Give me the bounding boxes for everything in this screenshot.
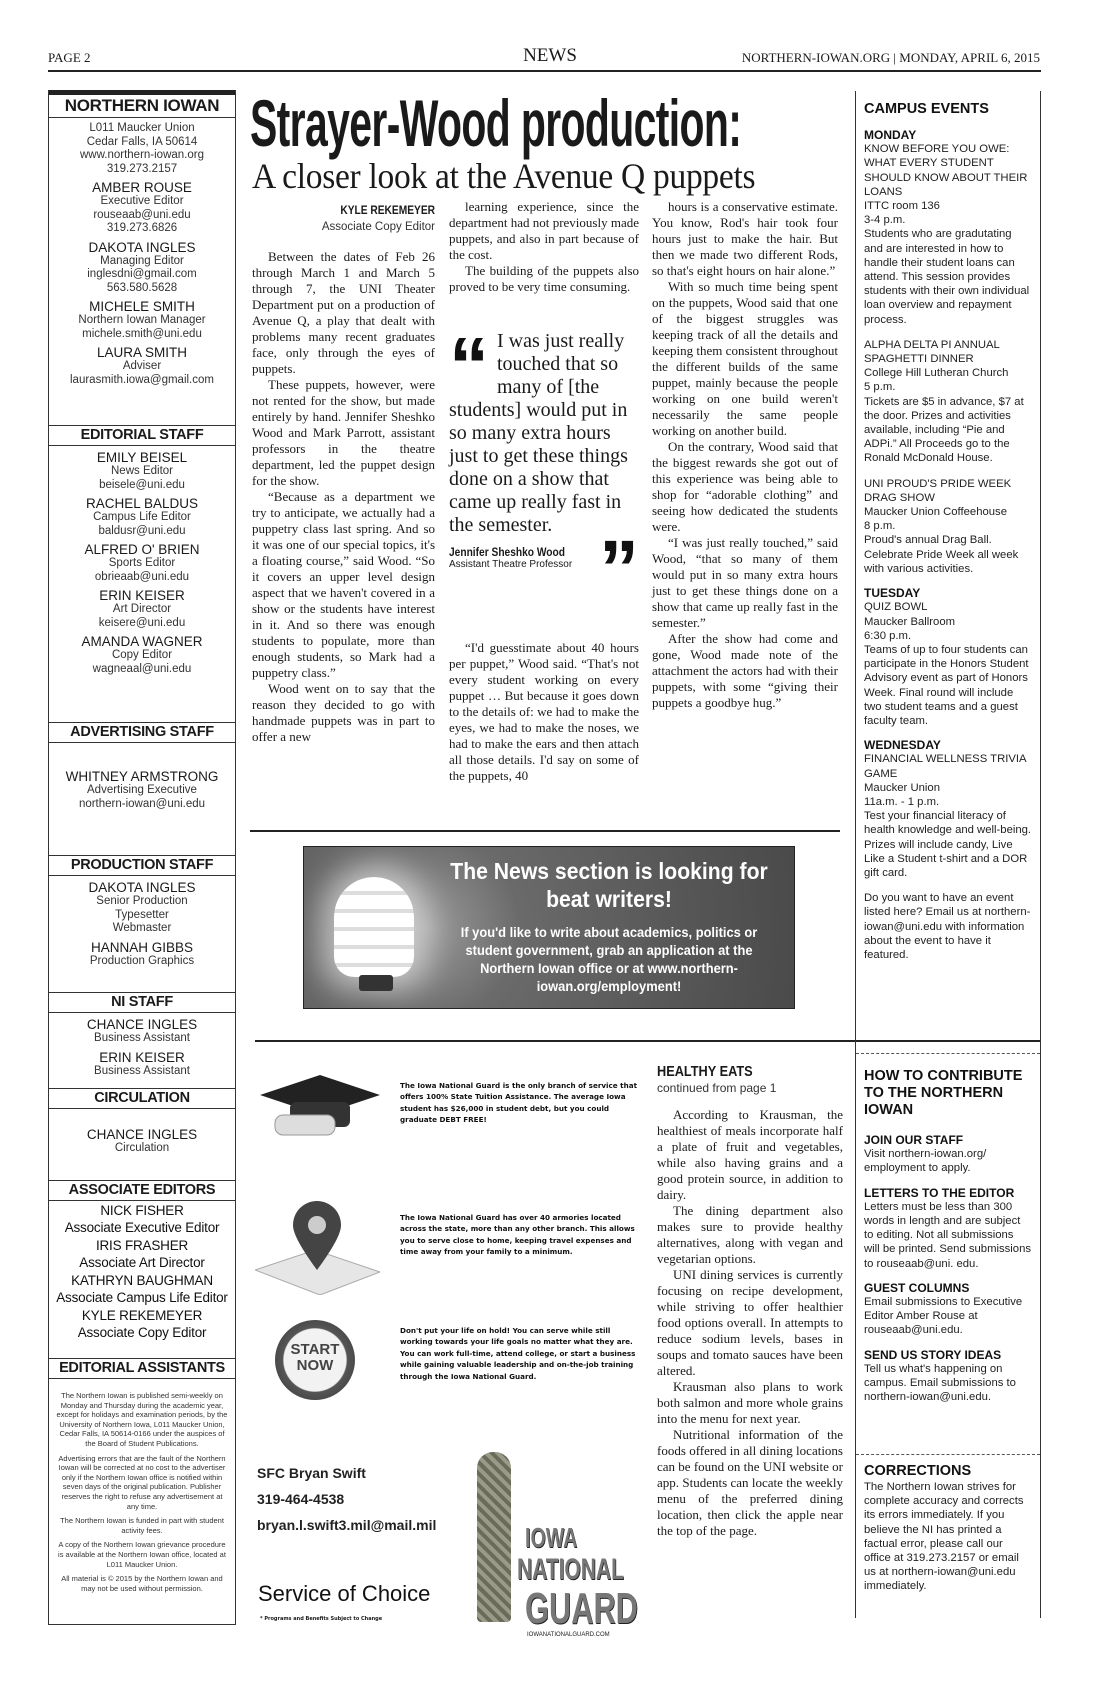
staff-entry bbox=[49, 940, 235, 969]
section-heading: CIRCULATION bbox=[49, 1088, 235, 1109]
staff-detail: rouseaab@uni.edu bbox=[93, 208, 191, 221]
article-column-1 bbox=[252, 202, 435, 745]
contribute-list bbox=[864, 1133, 1032, 1404]
banner-title: The News section is looking for beat writers! bbox=[450, 858, 768, 912]
circulation-section bbox=[49, 1088, 235, 1156]
ad-blurb-armories: The Iowa National Guard has over 40 armories located across the state, more than any other branch. This allows you to serve close to home, keeping travel expenses and time away from your family to a minimum. bbox=[400, 1213, 635, 1257]
staff-name: NICK FISHER bbox=[100, 1203, 184, 1218]
paragraph-list bbox=[449, 640, 639, 784]
article-column-2-bottom bbox=[449, 640, 639, 784]
article-column-3 bbox=[652, 199, 838, 711]
staff-detail: Sports Editor bbox=[108, 557, 176, 569]
staff-name: RACHEL BALDUS bbox=[85, 496, 199, 511]
fine-print-paragraph: The Northern Iowan is published semi-weekly on Monday and Thursday during the academic year, except for holidays and examination periods, by the University of Northern Iowa, L011 Maucker Union, Cedar Falls, IA 50614-0166 under the auspices of the Board of Student Publications. bbox=[56, 1391, 228, 1448]
contribute-heading: JOIN OUR STAFF bbox=[864, 1133, 964, 1147]
editorial-assistants-section bbox=[49, 1358, 235, 1593]
pull-quote-text: I was just really touched that so many of [the students] would put in so many extra hours just to get these things done on a show that came up really fast in the semester. bbox=[449, 330, 628, 536]
start-now-button[interactable]: START NOW bbox=[275, 1320, 355, 1400]
staff-name: AMBER ROUSE bbox=[92, 180, 192, 195]
fine-print-paragraph: The Northern Iowan is funded in part with student activity fees. bbox=[60, 1516, 224, 1535]
ad-slogan: Service of Choice bbox=[258, 1581, 431, 1606]
staff-detail: L011 Maucker Union bbox=[89, 122, 195, 134]
section-heading: ADVERTISING STAFF bbox=[49, 722, 235, 743]
event-line: ALPHA DELTA PI ANNUAL SPAGHETTI DINNER bbox=[864, 338, 1000, 366]
staff-name: ALFRED O' BRIEN bbox=[84, 542, 200, 557]
event-line: Maucker Ballroom bbox=[864, 615, 956, 628]
event-line: 5 p.m. bbox=[864, 381, 896, 394]
staff-detail: Circulation bbox=[114, 1142, 170, 1154]
staff-list bbox=[49, 880, 235, 968]
continued-label: continued from page 1 bbox=[657, 1081, 777, 1095]
staff-entry bbox=[49, 180, 235, 236]
author-role: Associate Copy Editor bbox=[321, 221, 435, 233]
staff-name: KYLE REKEMEYER bbox=[81, 1308, 203, 1323]
staff-detail: Associate Copy Editor bbox=[77, 1324, 207, 1340]
section-heading: EDITORIAL ASSISTANTS bbox=[49, 1358, 235, 1379]
staff-entry bbox=[49, 1203, 235, 1236]
staff-detail: baldusr@uni.edu bbox=[98, 524, 186, 537]
fine-print-paragraph: A copy of the Northern Iowan grievance procedure is available at the Northern Iowan office, located at L011 Maucker Union. bbox=[58, 1540, 226, 1569]
staff-entry bbox=[49, 1308, 235, 1341]
staff-detail: Campus Life Editor bbox=[93, 511, 191, 523]
staff-detail: Adviser bbox=[122, 360, 162, 372]
staff-detail: wagneaal@uni.edu bbox=[92, 662, 192, 675]
recruiter-name: SFC Bryan Swift bbox=[257, 1465, 366, 1481]
staff-detail: laurasmith.iowa@gmail.com bbox=[70, 373, 214, 386]
paragraph: On the contrary, Wood said that the biggest rewards she got out of this experience was being able to shop for “adorable clothing” and seeing how dedicated the students were. bbox=[652, 439, 838, 534]
staff-detail: northern-iowan@uni.edu bbox=[78, 797, 206, 810]
contribute-heading: LETTERS TO THE EDITOR bbox=[864, 1185, 1015, 1200]
staff-name: DAKOTA INGLES bbox=[88, 239, 196, 255]
staff-detail: keisere@uni.edu bbox=[98, 616, 186, 629]
section-heading: ASSOCIATE EDITORS bbox=[49, 1180, 235, 1201]
masthead-title: NORTHERN IOWAN bbox=[49, 90, 235, 118]
page-number: PAGE 2 bbox=[48, 50, 91, 65]
staff-detail: Advertising Executive bbox=[87, 784, 197, 796]
campus-events-title: CAMPUS EVENTS bbox=[864, 101, 989, 117]
soldier-image bbox=[477, 1452, 511, 1622]
staff-detail: Associate Executive Editor bbox=[64, 1219, 220, 1235]
staff-list bbox=[49, 1127, 235, 1156]
event-line: Maucker Union Coffeehouse bbox=[864, 506, 1007, 519]
staff-detail: inglesdni@gmail.com bbox=[87, 268, 197, 280]
healthy-eats-title: HEALTHY EATS bbox=[657, 1063, 753, 1080]
event-item bbox=[864, 338, 1032, 466]
contribute-heading: SEND US STORY IDEAS bbox=[864, 1347, 1002, 1362]
logo-guard: GUARD bbox=[525, 1584, 638, 1633]
lightbulb-icon bbox=[334, 877, 414, 977]
healthy-eats-article bbox=[657, 1063, 843, 1539]
staff-entry bbox=[49, 769, 235, 811]
staff-name: MICHELE SMITH bbox=[89, 299, 195, 314]
ad-blurb-tuition: The Iowa National Guard is the only branch of service that offers 100% State Tuition Assistance. The average Iowa student has $26,000 in student debt, but you could graduate DEBT FREE! bbox=[400, 1081, 638, 1125]
article-column-2-top bbox=[449, 199, 639, 295]
staff-detail: 563.580.5628 bbox=[106, 281, 178, 294]
staff-detail: Managing Editor bbox=[100, 254, 184, 267]
staff-entry bbox=[49, 345, 235, 387]
corrections-text: The Northern Iowan strives for complete accuracy and corrects its errors immediately. If you believe the NI has printed a factual error, please call our office at 319.273.2157 or email us at northern-iowan@uni.edu immediately. bbox=[864, 1481, 1024, 1593]
section-heading: PRODUCTION STAFF bbox=[49, 855, 235, 876]
contribute-title: HOW TO CONTRIBUTE TO THE NORTHERN IOWAN bbox=[864, 1068, 1023, 1118]
events-footer: Do you want to have an event listed here? Email us at northern-iowan@uni.edu with information about the event to have it featured. bbox=[864, 892, 1031, 961]
staff-detail: Northern Iowan Manager bbox=[78, 314, 206, 326]
staff-detail: 319.273.2157 bbox=[106, 162, 178, 175]
contribute-text: Visit northern-iowan.org/ employment to apply. bbox=[864, 1148, 987, 1175]
event-day: MONDAY bbox=[864, 128, 917, 142]
advertising-staff-section bbox=[49, 722, 235, 811]
staff-detail: Copy Editor bbox=[111, 649, 173, 661]
staff-entry bbox=[49, 588, 235, 630]
staff-list bbox=[49, 1203, 235, 1341]
staff-detail: beisele@uni.edu bbox=[99, 478, 185, 491]
campus-events bbox=[864, 91, 1032, 1053]
paragraph: “I was just really touched,” said Wood, “that so many of them would put in so many extra hours just to get these things done on a show that came up really fast in the semester.” bbox=[652, 535, 838, 630]
associate-editors-section bbox=[49, 1180, 235, 1341]
section-heading: NI STAFF bbox=[49, 992, 235, 1013]
contribute-text: Letters must be less than 300 words in length and are subject to editing. Not all submissions will be printed. Send submissions to rouseaab@uni. edu. bbox=[864, 1200, 1032, 1270]
staff-name: LAURA SMITH bbox=[96, 345, 188, 360]
event-line: Proud's annual Drag Ball. Celebrate Pride Week all week with various activities. bbox=[864, 534, 1019, 575]
staff-detail: Business Assistant bbox=[94, 1064, 190, 1077]
paragraph: These puppets, however, were not rented for the show, but made entirely by hand. Jennifer Sheshko Wood and Mark Parrott, assistant professors in the theatre department, led the puppet design for the show. bbox=[252, 377, 435, 488]
staff-entry bbox=[49, 1273, 235, 1306]
pull-quote-role: Assistant Theatre Professor bbox=[449, 559, 573, 570]
event-item bbox=[864, 142, 1032, 327]
paragraph: Wood went on to say that the reason they decided to go with handmade puppets was in part to offer a new bbox=[252, 681, 435, 744]
staff-detail: Cedar Falls, IA 50614 bbox=[86, 135, 198, 148]
staff-detail: Typesetter bbox=[115, 908, 169, 921]
staff-box bbox=[48, 90, 236, 1625]
paragraph: Krausman also plans to work both salmon and more whole grains into the menu for next year. bbox=[657, 1379, 843, 1426]
paragraph: “I'd guesstimate about 40 hours per puppet,” Wood said. “That's not every student working on every puppet … But because it goes down to the details of: we had to make the eyes, we had to make the noses, we had to make the ears and then attach all those details. I'd say on some of the puppets, 40 bbox=[449, 640, 639, 783]
sidebar bbox=[855, 91, 1041, 1618]
staff-detail: Business Assistant bbox=[94, 1032, 190, 1044]
event-line: 11a.m. - 1 p.m. bbox=[864, 795, 940, 808]
staff-name: HANNAH GIBBS bbox=[90, 939, 194, 955]
staff-name: WHITNEY ARMSTRONG bbox=[65, 769, 219, 784]
iowa-national-guard-ad[interactable] bbox=[255, 1050, 640, 1638]
fine-print-paragraph-list bbox=[49, 1391, 235, 1593]
headline: Strayer-Wood production: bbox=[250, 86, 742, 160]
paragraph: With so much time being spent on the puppets, Wood said that one of the biggest struggles was keeping track of all the details and keeping them consistent throughout the different builds of the same puppet, mainly because the people working on one build weren't necessarily the same people working on another build. bbox=[652, 279, 838, 438]
masthead-section bbox=[49, 90, 235, 387]
subhead: A closer look at the Avenue Q puppets bbox=[252, 156, 756, 196]
article-rule bbox=[250, 830, 840, 832]
staff-entry bbox=[49, 496, 235, 538]
staff-entry bbox=[49, 634, 235, 676]
staff-detail: Executive Editor bbox=[100, 195, 184, 207]
staff-name: KATHRYN BAUGHMAN bbox=[71, 1273, 213, 1288]
pull-quote bbox=[449, 321, 639, 613]
staff-detail: Associate Campus Life Editor bbox=[56, 1289, 228, 1305]
staff-name: DAKOTA INGLES bbox=[88, 880, 196, 895]
pull-quote-name: Jennifer Sheshko Wood bbox=[449, 545, 565, 559]
staff-entry bbox=[49, 122, 235, 176]
event-day: TUESDAY bbox=[864, 586, 921, 601]
staff-name: CHANCE INGLES bbox=[86, 1017, 198, 1032]
events-list bbox=[864, 128, 1032, 880]
staff-entry bbox=[49, 1127, 235, 1156]
staff-list bbox=[49, 122, 235, 387]
staff-detail: News Editor bbox=[111, 465, 173, 477]
staff-name: IRIS FRASHER bbox=[95, 1238, 189, 1253]
event-day: WEDNESDAY bbox=[864, 738, 941, 753]
paragraph: The dining department also makes sure to provide healthy alternatives, along with vegan and vegetarian options. bbox=[657, 1203, 843, 1266]
event-line: KNOW BEFORE YOU OWE: WHAT EVERY STUDENT SHOULD KNOW ABOUT THEIR LOANS bbox=[864, 143, 1028, 198]
paragraph: After the show had come and gone, Wood made note of the attachment the actors had with their puppets, with some “giving their puppets a goodbye hug.” bbox=[652, 631, 838, 710]
staff-detail: Production Graphics bbox=[89, 954, 195, 967]
close-quote-icon: ” bbox=[599, 524, 639, 613]
logo-iowa: IOWA bbox=[525, 1522, 578, 1553]
event-item bbox=[864, 600, 1032, 728]
map-pin-icon bbox=[255, 1200, 380, 1295]
paragraph-list bbox=[449, 199, 639, 295]
production-staff-section bbox=[49, 855, 235, 968]
staff-detail: Associate Art Director bbox=[79, 1254, 205, 1270]
staff-name: ERIN KEISER bbox=[99, 588, 185, 603]
recruiter-email: bryan.l.swift3.mil@mail.mil bbox=[257, 1517, 437, 1533]
paragraph-list bbox=[652, 199, 838, 711]
staff-detail: Art Director bbox=[112, 603, 172, 615]
byline bbox=[252, 202, 435, 235]
staff-detail: www.northern-iowan.org bbox=[79, 149, 204, 161]
beat-writers-ad[interactable] bbox=[303, 846, 795, 1009]
fine-print-paragraph: All material is © 2015 by the Northern Iowan and may not be used without permission. bbox=[61, 1574, 223, 1593]
paragraph: hours is a conservative estimate. You know, Rod's hair took four hours just to make the hair. But then we made two different Rods, so that's eight hours on hair alone.” bbox=[652, 199, 838, 278]
section-name: NEWS bbox=[523, 45, 577, 66]
open-quote-icon: “ bbox=[449, 321, 489, 410]
event-item bbox=[864, 477, 1032, 576]
event-line: UNI PROUD'S PRIDE WEEK DRAG SHOW bbox=[864, 477, 1012, 504]
staff-entry bbox=[49, 880, 235, 936]
staff-name: AMANDA WAGNER bbox=[81, 634, 203, 649]
event-line: Test your financial literacy of health knowledge and well-being. Prizes will include candy, Live Like a Student t-shirt and a DOR gift card. bbox=[864, 810, 1032, 879]
staff-list bbox=[49, 769, 235, 811]
staff-list bbox=[49, 450, 235, 676]
lightbulb-base-icon bbox=[359, 975, 393, 991]
fine-print-paragraph: Advertising errors that are the fault of the Northern Iowan will be corrected at no cost to the advertiser only if the Northern Iowan office is notified within seven days of the original publication. Publisher reserves the right to refuse any advertisement at any time. bbox=[58, 1453, 226, 1511]
paragraph: Between the dates of Feb 26 through March 1 and March 5 through 7, the UNI Theater Department put on a production of Avenue Q, a play that dealt with problems many recent graduates face, only through the eyes of puppets. bbox=[252, 249, 435, 376]
banner-body: If you'd like to write about academics, politics or student government, grab an application at the Northern Iowan office or at www.northern-iowan.org/employment! bbox=[460, 924, 758, 994]
paragraph: UNI dining services is currently focusing on recipe development, while striving to offer healthier food options overall. In attempts to reduce sodium levels, bases in soups and tomato sauces have been altered. bbox=[657, 1267, 843, 1378]
event-line: FINANCIAL WELLNESS TRIVIA GAME bbox=[864, 753, 1026, 780]
event-line: 6:30 p.m. bbox=[864, 629, 912, 642]
staff-entry bbox=[49, 542, 235, 584]
staff-name: ERIN KEISER bbox=[99, 1049, 185, 1065]
event-line: ITTC room 136 bbox=[864, 200, 940, 213]
staff-entry bbox=[49, 450, 235, 492]
staff-entry bbox=[49, 299, 235, 341]
staff-entry bbox=[49, 1017, 235, 1046]
event-line: Teams of up to four students can participate in the Honors Student Advisory event as part of Honors Week. Final round will include two student teams and a guest faculty team. bbox=[864, 643, 1029, 727]
staff-name: EMILY BEISEL bbox=[96, 450, 188, 465]
ad-disclaimer: * Programs and Benefits Subject to Change bbox=[260, 1616, 383, 1622]
logo-national: NATIONAL bbox=[517, 1553, 624, 1586]
paragraph-list bbox=[252, 249, 435, 745]
staff-detail: Webmaster bbox=[112, 922, 172, 934]
paragraph: learning experience, since the department had not previously made puppets, and also in part because of the cost. bbox=[449, 199, 639, 262]
event-line: Tickets are $5 in advance, $7 at the door. Prizes and activities available, including “Pie and ADPi.” All Proceeds go to the Ronald McDonald House. bbox=[864, 395, 1024, 465]
staff-detail: 319.273.6826 bbox=[106, 222, 178, 234]
author-name: KYLE REKEMEYER bbox=[340, 203, 435, 217]
event-line: Maucker Union bbox=[864, 781, 940, 794]
staff-entry bbox=[49, 1238, 235, 1271]
recruiter-phone: 319-464-4538 bbox=[257, 1491, 345, 1507]
paragraph: Nutritional information of the foods offered in all dining locations can be found on the UNI website or app. Students can locate the weekly menu of the preferred dining location, then click the apple near the top of the page. bbox=[657, 1427, 843, 1538]
corrections-title: CORRECTIONS bbox=[864, 1463, 972, 1479]
event-line: College Hill Lutheran Church bbox=[864, 367, 1009, 380]
contribute-heading: GUEST COLUMNS bbox=[864, 1280, 970, 1295]
site-date: NORTHERN-IOWAN.ORG | MONDAY, APRIL 6, 2015 bbox=[741, 50, 1040, 65]
ni-staff-section bbox=[49, 992, 235, 1078]
header-rule bbox=[48, 70, 1041, 72]
contribute-text: Email submissions to Executive Editor Amber Rouse at rouseaab@uni.edu. bbox=[864, 1296, 1023, 1337]
staff-entry bbox=[49, 1050, 235, 1079]
staff-detail: Senior Production bbox=[96, 895, 188, 907]
event-line: 8 p.m. bbox=[864, 520, 896, 533]
section-heading: EDITORIAL STAFF bbox=[49, 425, 235, 446]
staff-list bbox=[49, 1017, 235, 1078]
event-line: 3-4 p.m. bbox=[864, 214, 906, 227]
paragraph-list bbox=[657, 1107, 843, 1539]
staff-entry bbox=[49, 240, 235, 296]
corrections bbox=[864, 1455, 1032, 1594]
paragraph: The building of the puppets also proved to be very time consuming. bbox=[449, 263, 639, 294]
event-item bbox=[864, 752, 1032, 880]
paragraph: According to Krausman, the healthiest of meals incorporate half a plate of fruit and vegetables, while also having grains and a good protein source, in addition to dairy. bbox=[657, 1107, 843, 1202]
event-line: Students who are gradutating and are interested in how to handle their student loans can attend. This session provides students with their own individual loan overview and repayment process. bbox=[864, 228, 1030, 326]
ad-blurb-life: Don't put your life on hold! You can serve while still working towards your life goals no matter what they are. You can work full-time, attend college, or start a business while gaining valuable leadership and on-the-job training through the Iowa National Guard. bbox=[400, 1326, 636, 1381]
staff-name: CHANCE INGLES bbox=[86, 1127, 198, 1142]
paragraph: “Because as a department we try to anticipate, we actually had a puppetry class last spring. And so it was one of our special topics, it's a floating course,” said Wood. “So it covers an upper level design aspect that we haven't covered in a show or the students have interest in it. And so there was enough students to populate, more than enough students, so Mark had a puppetry class.” bbox=[252, 489, 435, 680]
staff-detail: obrieaab@uni.edu bbox=[94, 570, 190, 583]
logo-url: IOWANATIONALGUARD.COM bbox=[527, 1632, 610, 1638]
staff-detail: michele.smith@uni.edu bbox=[82, 327, 202, 340]
how-to-contribute bbox=[864, 1054, 1032, 1454]
event-line: QUIZ BOWL bbox=[864, 601, 928, 614]
contribute-text: Tell us what's happening on campus. Email submissions to northern-iowan@uni.edu. bbox=[864, 1362, 1016, 1404]
editorial-staff-section bbox=[49, 425, 235, 676]
graduation-cap-icon bbox=[255, 1070, 380, 1140]
